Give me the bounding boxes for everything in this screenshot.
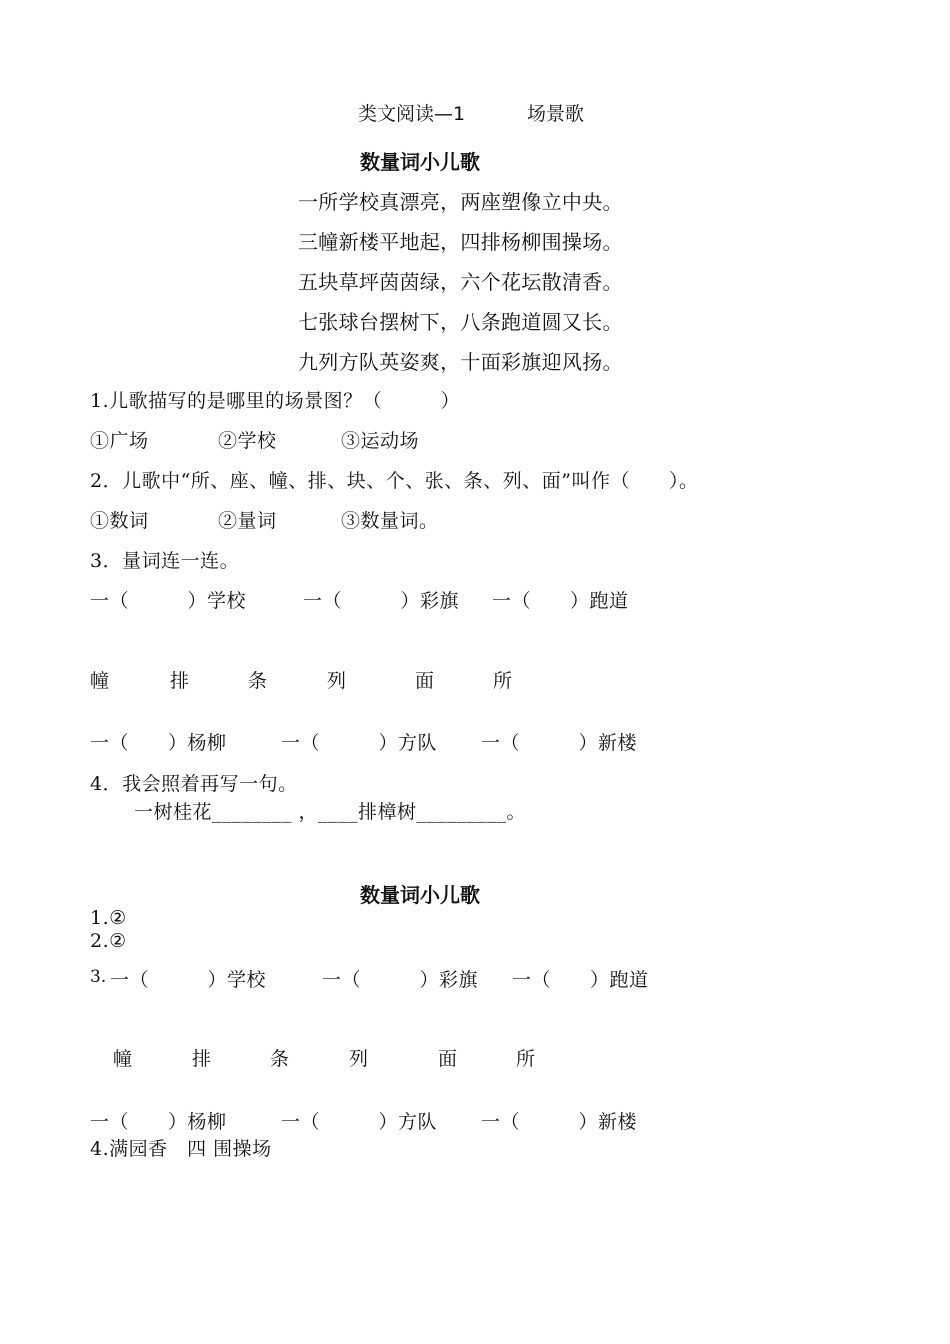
answer-3-top-blank-1: 一（ ）学校: [110, 969, 267, 991]
question-2-option-2: ②量词: [218, 510, 277, 532]
answer-3-word-3: 条: [270, 1048, 290, 1070]
question-1-option-1: ①广场: [90, 430, 149, 452]
answer-3-word-4: 列: [349, 1048, 369, 1070]
answer-1: 1.②: [90, 907, 127, 929]
question-3-word-5: 面: [415, 670, 435, 692]
question-3-prompt: 3．量词连一连。: [90, 550, 240, 572]
question-1-prompt: 1.儿歌描写的是哪里的场景图？（ ）: [90, 390, 461, 412]
question-3-bottom-blank-1: 一（ ）杨柳: [90, 732, 227, 754]
lesson-title: 场景歌: [527, 103, 585, 125]
question-3-bottom-blank-3: 一（ ）新楼: [481, 732, 638, 754]
poem-line-2: 三幢新楼平地起，四排杨柳围操场。: [298, 230, 623, 254]
answer-3-word-5: 面: [438, 1048, 458, 1070]
poem-line-3: 五块草坪茵茵绿，六个花坛散清香。: [298, 270, 623, 294]
question-3-bottom-blank-2: 一（ ）方队: [281, 732, 438, 754]
answer-3-word-2: 排: [192, 1048, 212, 1070]
answer-title: 数量词小儿歌: [360, 883, 480, 907]
answer-3-word-1: 幢: [113, 1048, 133, 1070]
answer-4: 4.满园香 四 围操场: [90, 1138, 272, 1160]
poem-title: 数量词小儿歌: [360, 150, 480, 174]
question-2-option-3: ③数量词。: [341, 510, 439, 532]
question-3-top-blank-1: 一（ ）学校: [90, 590, 247, 612]
answer-2: 2.②: [90, 930, 127, 952]
answer-3-number: 3.: [90, 967, 107, 987]
question-4-prompt: 4．我会照着再写一句。: [90, 773, 298, 795]
answer-3-bottom-blank-2: 一（ ）方队: [281, 1111, 438, 1133]
answer-3-bottom-blank-1: 一（ ）杨柳: [90, 1111, 227, 1133]
answer-3-top-blank-2: 一（ ）彩旗: [322, 969, 479, 991]
question-2-prompt: 2．儿歌中“所、座、幢、排、块、个、张、条、列、面”叫作（ ）。: [90, 470, 699, 492]
question-1-option-2: ②学校: [218, 430, 277, 452]
answer-3-bottom-blank-3: 一（ ）新楼: [481, 1111, 638, 1133]
question-3-word-4: 列: [327, 670, 347, 692]
answer-3-top-blank-3: 一（ ）跑道: [512, 969, 649, 991]
question-2-option-1: ①数词: [90, 510, 149, 532]
question-3-top-blank-3: 一（ ）跑道: [492, 590, 629, 612]
poem-line-5: 九列方队英姿爽，十面彩旗迎风扬。: [298, 350, 623, 374]
question-4-example: 一树桂花________ ，____排樟树_________。: [134, 801, 527, 823]
poem-line-4: 七张球台摆树下，八条跑道圆又长。: [298, 310, 623, 334]
question-3-word-6: 所: [493, 670, 513, 692]
question-3-word-3: 条: [248, 670, 268, 692]
question-3-top-blank-2: 一（ ）彩旗: [303, 590, 460, 612]
poem-line-1: 一所学校真漂亮，两座塑像立中央。: [298, 190, 623, 214]
answer-3-word-6: 所: [516, 1048, 536, 1070]
question-3-word-1: 幢: [90, 670, 110, 692]
question-3-word-2: 排: [170, 670, 190, 692]
question-1-option-3: ③运动场: [341, 430, 420, 452]
worksheet-title: 类文阅读—1: [358, 103, 466, 125]
